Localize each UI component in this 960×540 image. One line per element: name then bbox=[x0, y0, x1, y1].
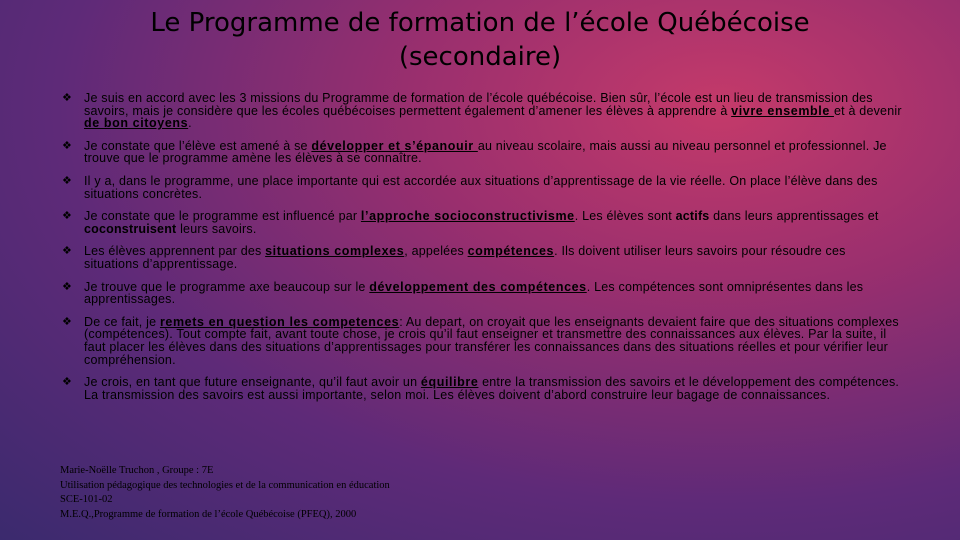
four-diamond-bullet-icon: ❖ bbox=[62, 315, 73, 328]
highlight-situations-complexes: situations complexes bbox=[265, 244, 405, 259]
bold-actifs: actifs bbox=[675, 209, 710, 224]
footer-credits bbox=[60, 464, 560, 522]
slide-title-line-1: Le Programme de formation de l’école Québécoise bbox=[150, 8, 810, 38]
footer-course-code: SCE-101-02 bbox=[60, 494, 113, 505]
highlight-vivre-ensemble: vivre ensemble bbox=[731, 103, 834, 118]
highlight-competences: compétences bbox=[467, 244, 555, 259]
footer-reference: M.E.Q.,Programme de formation de l’école Québécoise (PFEQ), 2000 bbox=[60, 508, 357, 520]
footer-course: Utilisation pédagogique des technologies et de la communication en éducation bbox=[60, 479, 390, 491]
four-diamond-bullet-icon: ❖ bbox=[62, 92, 73, 104]
highlight-remets-en-question: remets en question les competences bbox=[159, 314, 400, 329]
highlight-developper-epanouir: développer et s’épanouir bbox=[311, 138, 478, 153]
highlight-developpement-competences: développement des compétences bbox=[369, 279, 587, 294]
four-diamond-bullet-icon: ❖ bbox=[62, 139, 73, 152]
highlight-equilibre: équilibre bbox=[420, 375, 479, 390]
four-diamond-bullet-icon: ❖ bbox=[62, 210, 73, 223]
bold-coconstruisent: coconstruisent bbox=[84, 221, 177, 236]
slide-title bbox=[0, 6, 960, 74]
bullet-vie-reelle: ❖ Il y a, dans le programme, une place importante qui est accordée aux situations d’apprentissage de la vie réelle. On place l’élève dans des situations concrètes. bbox=[62, 173, 878, 201]
slide-title-line-2: (secondaire) bbox=[398, 42, 562, 72]
highlight-bon-citoyens: de bon citoyens bbox=[84, 116, 189, 131]
bullet-remise-en-question: ❖ De ce fait, je remets en question les competences: Au depart, on croyait que les enseignants devaient faire que des situations complexes (compétences). Tout compte fait, avant toute chose, je crois qu’il faut enseigner et transmettre des connaissances aux élèves. Par la suite, il faut placer les élèves dans des situations d’apprentissages pour transférer les connaissances dans des situations réelles et pour vérifier leur compréhension. bbox=[62, 314, 899, 367]
bullet-list bbox=[62, 92, 902, 411]
four-diamond-bullet-icon: ❖ bbox=[62, 174, 73, 187]
bullet-developpement-competences: ❖ Je trouve que le programme axe beaucoup sur le développement des compétences. Les compétences sont omniprésentes dans les apprentissages. bbox=[62, 279, 864, 307]
bullet-situations-complexes: ❖ Les élèves apprennent par des situations complexes, appelées compétences. Ils doivent utiliser leurs savoirs pour résoudre ces situations d’apprentissage. bbox=[62, 244, 846, 271]
four-diamond-bullet-icon: ❖ bbox=[62, 245, 73, 258]
bullet-missions: ❖ Je suis en accord avec les 3 missions du Programme de formation de l’école québécoise. Bien sûr, l’école est un lieu de transmission des savoirs, mais je considère que les écoles québécoises permettent également d’amener les élèves à apprendre à vivre ensemble et à devenir de bon citoyens. bbox=[62, 91, 902, 131]
bullet-equilibre: ❖ Je crois, en tant que future enseignante, qu’il faut avoir un équilibre entre la transmission des savoirs et le développement des compétences. La transmission des savoirs est aussi importante, selon moi. Les élèves doivent d’abord construire leur bagage de connaissances. bbox=[62, 375, 900, 402]
footer-author: Marie-Noëlle Truchon , Groupe : 7E bbox=[60, 465, 214, 476]
highlight-socioconstructivisme: l’approche socioconstructivisme bbox=[360, 209, 575, 224]
bullet-developpement-eleve: ❖ Je constate que l’élève est amené à se développer et s’épanouir au niveau scolaire, mais aussi au niveau personnel et professionnel. Je trouve que le programme amène les élèves à se connaître. bbox=[62, 138, 887, 166]
bullet-socioconstructivisme: ❖ Je constate que le programme est influencé par l’approche socioconstructivisme. Les élèves sont actifs dans leurs apprentissages et coconstruisent leurs savoirs. bbox=[62, 209, 879, 236]
four-diamond-bullet-icon: ❖ bbox=[62, 280, 73, 293]
four-diamond-bullet-icon: ❖ bbox=[62, 376, 73, 389]
